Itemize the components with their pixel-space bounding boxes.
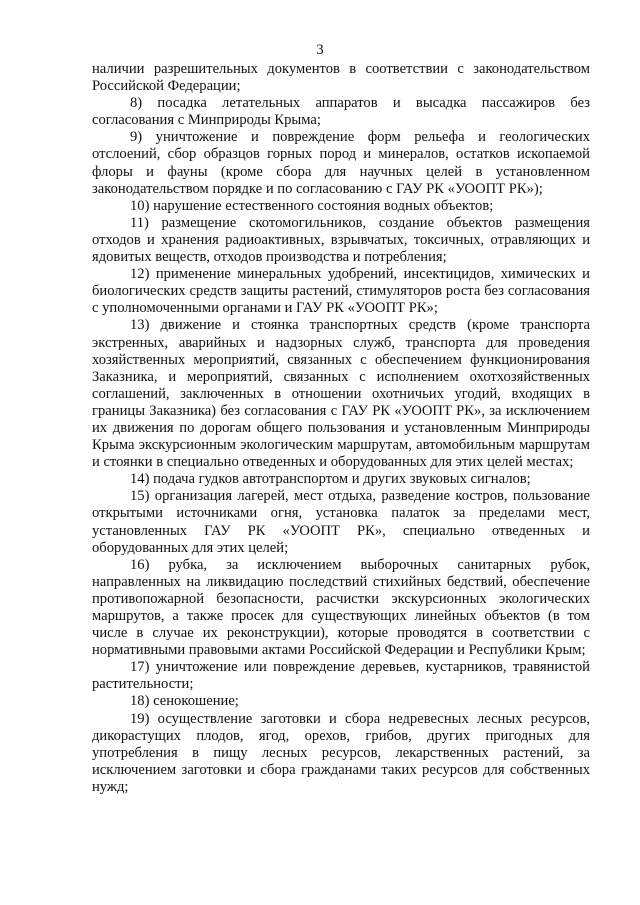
paragraph-item-12: 12) применение минеральных удобрений, инсектицидов, химических и биологических средств защиты растений, стимуляторов роста без согласования с уполномоченными органами и ГАУ РК «УООПТ РК»; — [92, 266, 590, 317]
document-body — [92, 61, 590, 796]
paragraph-item-14: 14) подача гудков автотранспортом и других звуковых сигналов; — [130, 471, 531, 488]
paragraph-item-19: 19) осуществление заготовки и сбора недревесных лесных ресурсов, дикорастущих плодов, ягод, орехов, грибов, других пригодных для употребления в пищу лесных ресурсов, лекарственных растений, за исключением заготовки и сбора гражданами таких ресурсов для собственных нужд; — [92, 710, 590, 795]
page-number: 3 — [316, 42, 324, 58]
paragraph-item-15: 15) организация лагерей, мест отдыха, разведение костров, пользование открытыми источниками огня, установка палаток за пределами мест, установленных ГАУ РК «УООПТ РК», специально отведенных и оборудованных для этих целей; — [92, 488, 590, 556]
paragraph-item-13: 13) движение и стоянка транспортных средств (кроме транспорта экстренных, аварийных и надзорных служб, транспорта для проведения хозяйственных мероприятий, связанных с обеспечением функционирования Заказника, и мероприятий, связанных с исполнением охотхозяйственных соглашений, заключенных в отношении охотничьих угодий, входящих в границы Заказника) без согласования с ГАУ РК «УООПТ РК», за исключением их движения по дорогам общего пользования и установленным Минприроды Крыма экскурсионным экологическим маршрутам, автомобильным маршрутам и стоянки в специально отведенных и оборудованных для этих целей местах; — [92, 317, 590, 471]
paragraph-item-10: 10) нарушение естественного состояния водных объектов; — [130, 197, 494, 214]
paragraph-item-8: 8) посадка летательных аппаратов и высадка пассажиров без согласования с Минприроды Крыма; — [92, 95, 590, 129]
paragraph-item-9: 9) уничтожение и повреждение форм рельефа и геологических отслоений, сбор образцов горных пород и минералов, остатков ископаемой флоры и фауны (кроме сбора для научных целей в установленном законодательством порядке и по согласованию с ГАУ РК «УООПТ РК»); — [92, 129, 590, 197]
paragraph-item-11: 11) размещение скотомогильников, создание объектов размещения отходов и хранения радиоактивных, взрывчатых, токсичных, отравляющих и ядовитых веществ, отходов производства и потребления; — [92, 214, 590, 266]
paragraph-item-16: 16) рубка, за исключением выборочных санитарных рубок, направленных на ликвидацию последствий стихийных бедствий, обеспечение противопожарной безопасности, расчистки экскурсионных экологических маршрутов, а также просек для существующих линейных объектов (в том числе в случае их реконструкции), которые проводятся в соответствии с нормативными правовыми актами Российской Федерации и Республики Крым; — [92, 556, 590, 659]
paragraph-item-17: 17) уничтожение или повреждение деревьев, кустарников, травянистой растительности; — [92, 659, 590, 693]
paragraph-continuation: наличии разрешительных документов в соответствии с законодательством Российской Федерации; — [92, 61, 590, 95]
paragraph-item-18: 18) сенокошение; — [130, 693, 239, 710]
